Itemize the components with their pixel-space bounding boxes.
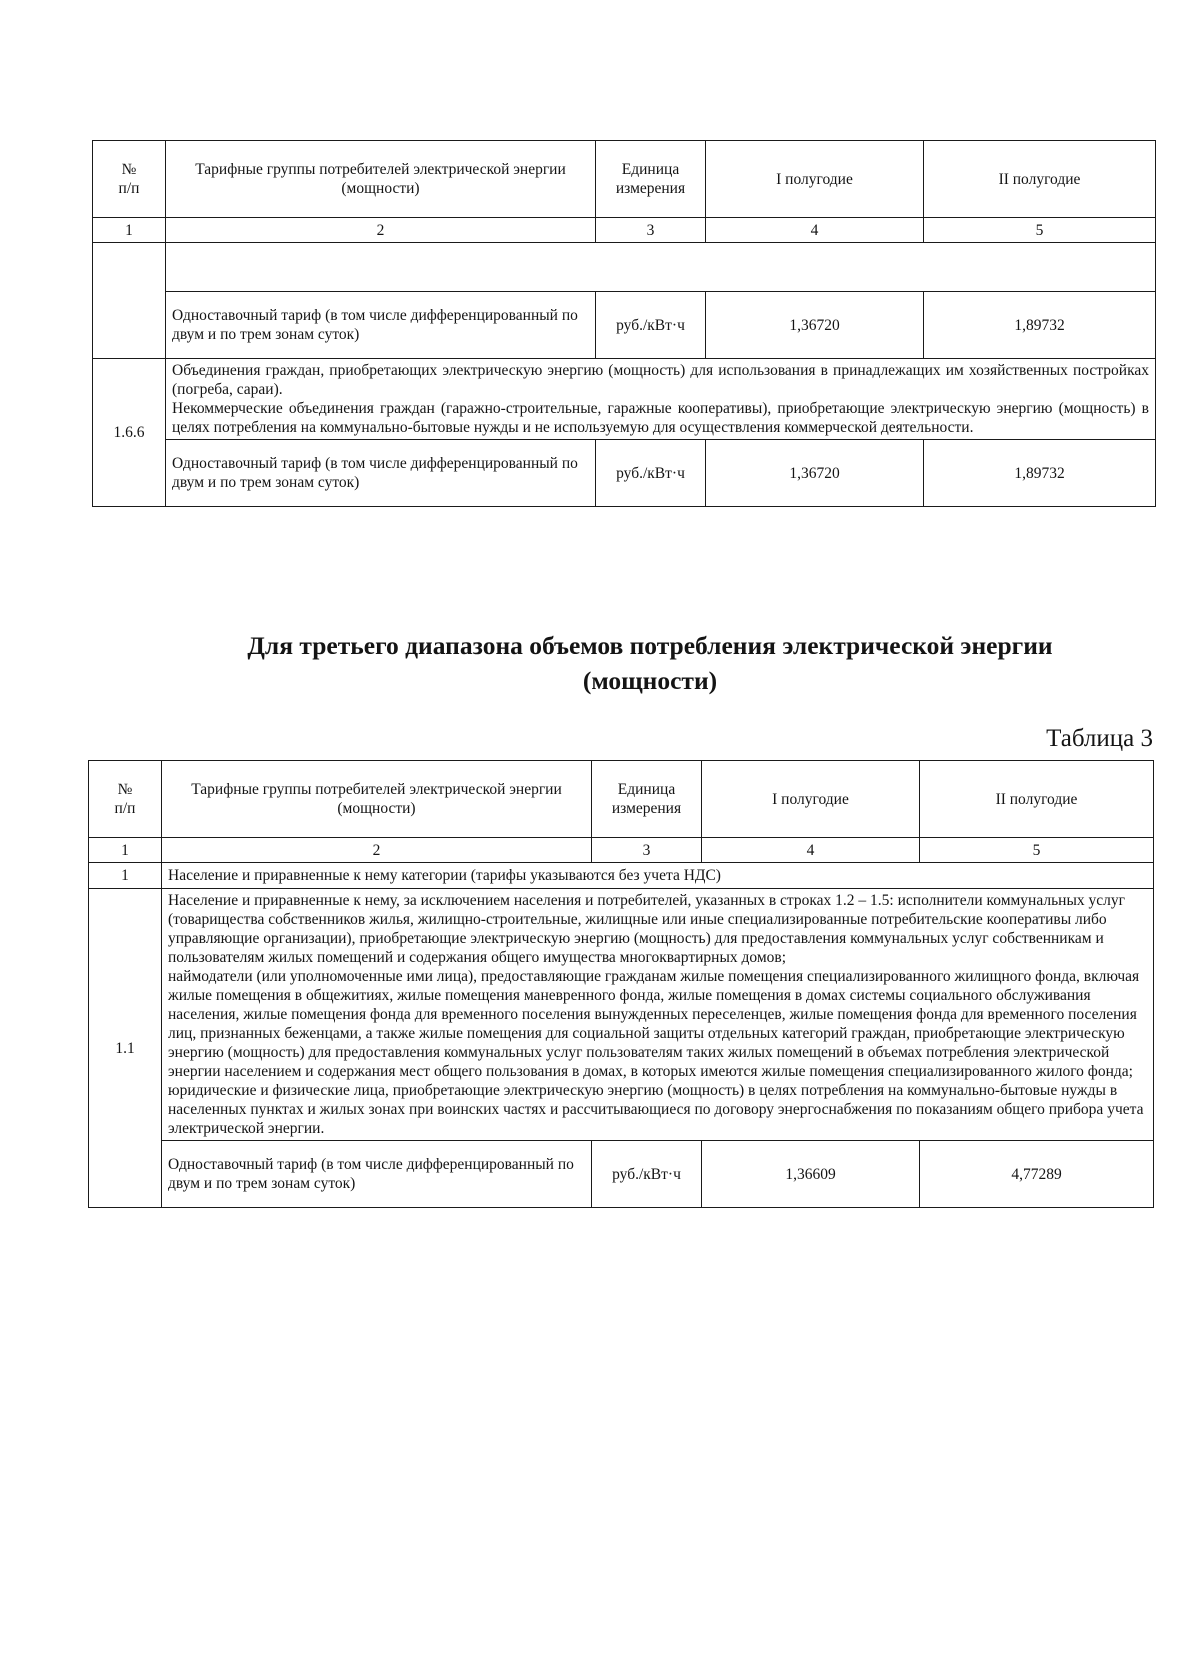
table-row (89, 863, 1154, 889)
tariff-unit: руб./кВт·ч (596, 440, 706, 507)
header-number: № п/п (89, 761, 162, 838)
column-number: 5 (920, 838, 1154, 863)
tariff-row (93, 292, 1156, 359)
tariff-unit: руб./кВт·ч (592, 1141, 702, 1208)
column-number: 1 (89, 838, 162, 863)
empty-cell (166, 243, 1156, 292)
table-row (93, 359, 1156, 440)
table-row (93, 243, 1156, 292)
header-number: № п/п (93, 141, 166, 218)
tariff-row (89, 1141, 1154, 1208)
column-number-row (93, 218, 1156, 243)
column-number: 1 (93, 218, 166, 243)
row-number: 1.6.6 (93, 359, 166, 507)
column-number: 4 (706, 218, 924, 243)
tariff-second-half-value: 1,89732 (924, 440, 1156, 507)
section-heading-line: Для третьего диапазона объемов потребления электрической энергии (247, 631, 1053, 660)
column-number: 3 (596, 218, 706, 243)
header-first-half: I полугодие (702, 761, 920, 838)
header-tariff-group: Тарифные группы потребителей электрической энергии (мощности) (166, 141, 596, 218)
tariff-first-half-value: 1,36609 (702, 1141, 920, 1208)
tariff-label: Одноставочный тариф (в том числе дифференцированный по двум и по трем зонам суток) (166, 292, 596, 359)
category-text: Некоммерческие объединения граждан (гаражно-строительные, гаражные кооперативы), приобретающие электрическую энергию (мощность) в целях потребления на коммунально-бытовые нужды и не используемую для осуществления коммерческой деятельности. (172, 400, 1149, 436)
header-second-half: II полугодие (924, 141, 1156, 218)
category-description (166, 359, 1156, 440)
header-unit: Единица измерения (592, 761, 702, 838)
tariff-row (93, 440, 1156, 507)
row-number: 1 (89, 863, 162, 889)
header-tariff-group: Тарифные группы потребителей электрической энергии (мощности) (162, 761, 592, 838)
tariff-second-half-value: 1,89732 (924, 292, 1156, 359)
tariff-table-3 (88, 760, 1154, 1208)
table-row (89, 889, 1154, 1141)
column-number: 4 (702, 838, 920, 863)
header-unit: Единица измерения (596, 141, 706, 218)
column-number-row (89, 838, 1154, 863)
section-heading (0, 628, 1200, 698)
category-heading: Население и приравненные к нему категории (тарифы указываются без учета НДС) (162, 863, 1154, 889)
section-heading-line: (мощности) (582, 666, 718, 695)
table-header-row (93, 141, 1156, 218)
column-number: 2 (166, 218, 596, 243)
column-number: 3 (592, 838, 702, 863)
tariff-table-continued (92, 140, 1156, 507)
tariff-first-half-value: 1,36720 (706, 440, 924, 507)
category-text: Население и приравненные к нему, за исключением населения и потребителей, указанных в строках 1.2 – 1.5: исполнители коммунальных услуг (товарищества собственников жилья, жилищно-строительные, жилищные или иные специализированные потребительские кооперативы либо управляющие организации), приобретающие электрическую энергию (мощность) для предоставления коммунальных услуг собственникам и пользователям жилых помещений и содержания общего имущества многоквартирных домов; (168, 892, 1125, 966)
row-number: 1.1 (89, 889, 162, 1208)
category-text: Объединения граждан, приобретающих электрическую энергию (мощность) для использования в принадлежащих им хозяйственных постройках (погреба, сараи). (172, 362, 1149, 398)
column-number: 5 (924, 218, 1156, 243)
table-header-row (89, 761, 1154, 838)
header-first-half: I полугодие (706, 141, 924, 218)
column-number: 2 (162, 838, 592, 863)
category-text: юридические и физические лица, приобретающие электрическую энергию (мощность) в целях потребления на коммунально-бытовые нужды в населенных пунктах и жилых зонах при воинских частях и рассчитывающиеся по договору энергоснабжения по показаниям общего прибора учета электрической энергии. (168, 1082, 1144, 1137)
header-second-half: II полугодие (920, 761, 1154, 838)
tariff-label: Одноставочный тариф (в том числе дифференцированный по двум и по трем зонам суток) (166, 440, 596, 507)
tariff-label: Одноставочный тариф (в том числе дифференцированный по двум и по трем зонам суток) (162, 1141, 592, 1208)
category-description (162, 889, 1154, 1141)
table-caption: Таблица 3 (1046, 725, 1153, 752)
tariff-second-half-value: 4,77289 (920, 1141, 1154, 1208)
row-number-cell (93, 243, 166, 359)
tariff-unit: руб./кВт·ч (596, 292, 706, 359)
category-text: наймодатели (или уполномоченные ими лица), предоставляющие гражданам жилые помещения специализированного жилищного фонда, включая жилые помещения в общежитиях, жилые помещения маневренного фонда, жилые помещения в домах системы социального обслуживания населения, жилые помещения фонда для временного поселения вынужденных переселенцев, жилые помещения фонда для временного поселения лиц, признанных беженцами, а также жилые помещения для социальной защиты отдельных категорий граждан, приобретающие электрическую энергию (мощность) для предоставления коммунальных услуг пользователям таких жилых помещений в объемах потребления электрической энергии населением и содержания мест общего пользования в домах, в которых имеются жилые помещения специализированного жилого фонда; (168, 968, 1140, 1080)
tariff-first-half-value: 1,36720 (706, 292, 924, 359)
